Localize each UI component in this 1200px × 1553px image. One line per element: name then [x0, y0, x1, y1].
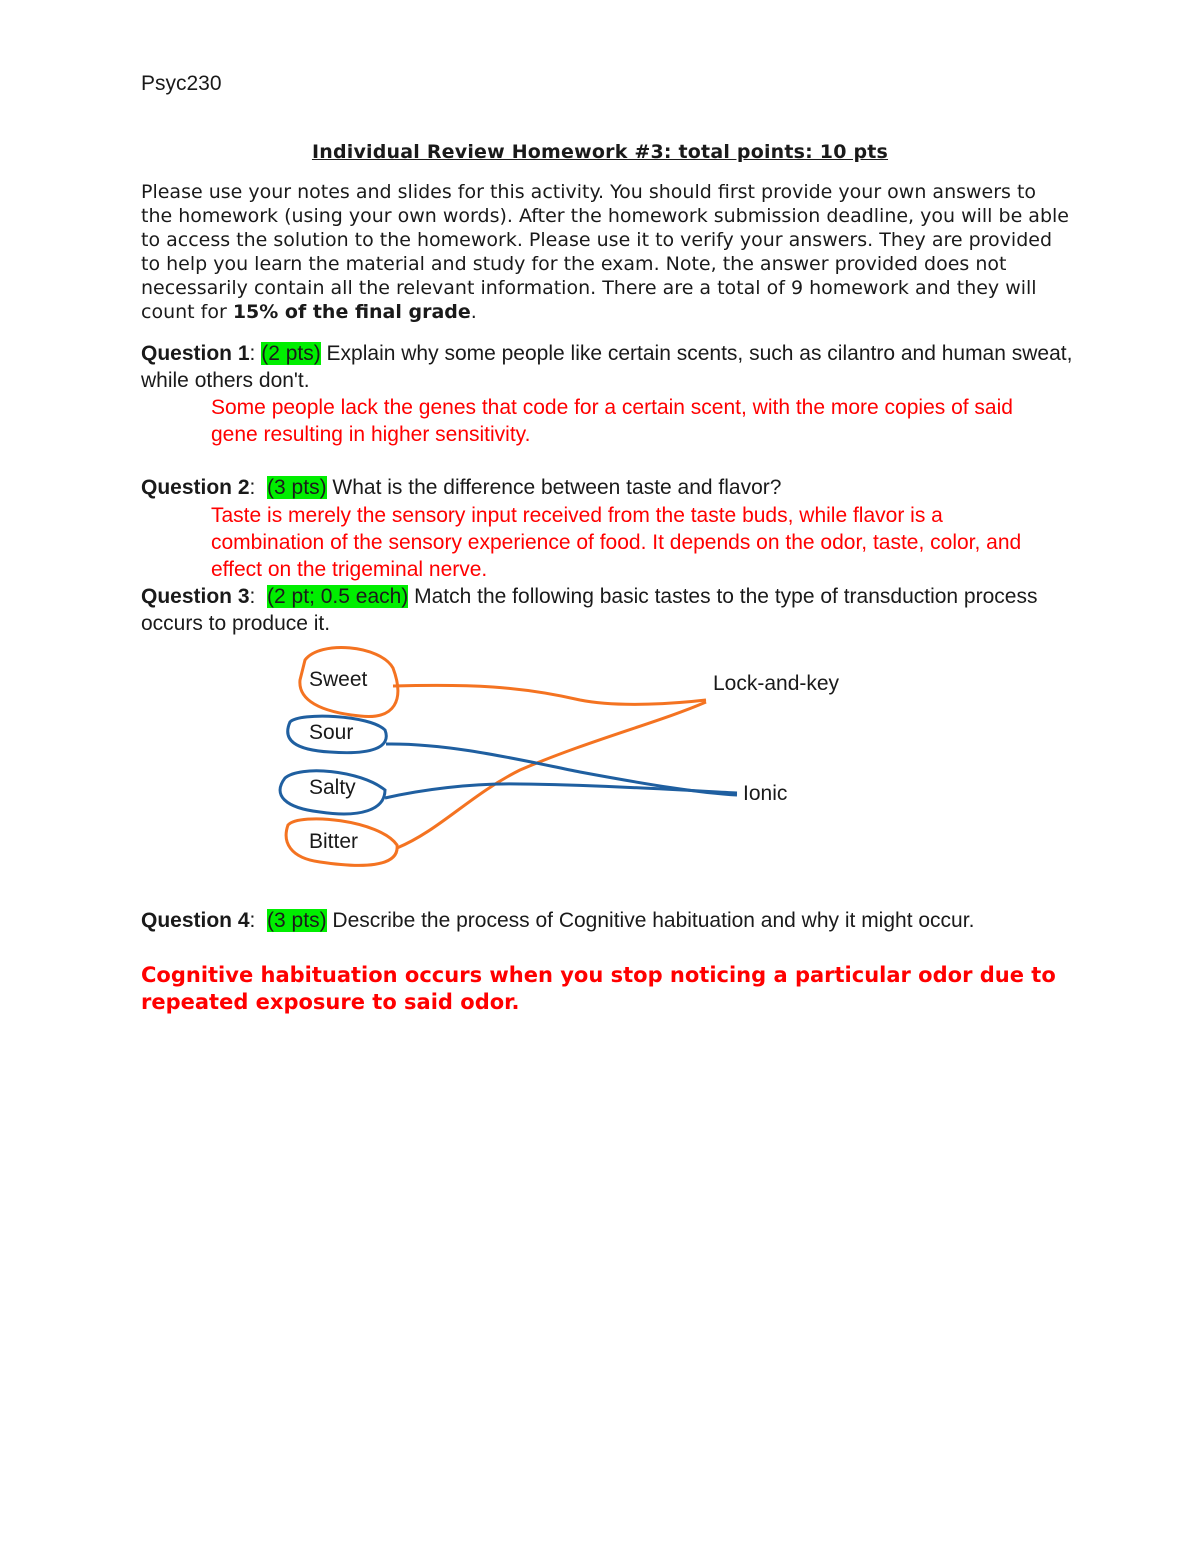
- process-ionic: Ionic: [743, 782, 788, 805]
- instructions-text: Please use your notes and slides for this activity. You should first provide your own answers to the homework (using your own words). After the homework submission deadline, you will be able to access the solution to the homework. Please use it to verify your answers. They are provided to help you learn the material and study for the exam. Note, the answer provided does not necessarily contain all the relevant information. There are a total of 9 homework and they will count for: [141, 181, 1069, 323]
- instructions-end: .: [470, 301, 477, 323]
- question-text: Match the following basic tastes to the type of transduction process occurs to produce it.: [141, 585, 1038, 635]
- points-badge: (3 pts): [267, 909, 327, 932]
- taste-sour: Sour: [309, 721, 354, 744]
- question-separator: :: [249, 909, 268, 932]
- question-separator: :: [249, 476, 268, 499]
- points-badge: (3 pts): [267, 476, 327, 499]
- points-badge: (2 pts): [261, 342, 321, 365]
- question-label: Question 2: [141, 476, 250, 499]
- points-badge: (2 pt; 0.5 each): [267, 585, 409, 608]
- question-separator: :: [249, 342, 262, 365]
- sweet-to-lock-line: [393, 685, 706, 704]
- taste-salty: Salty: [309, 776, 356, 799]
- question-label: Question 4: [141, 909, 250, 932]
- page-title: Individual Review Homework #3: total points: 10 pts: [311, 141, 889, 163]
- question-label: Question 3: [141, 585, 250, 608]
- salty-to-ionic-line: [385, 784, 737, 798]
- taste-bitter: Bitter: [309, 830, 359, 853]
- question-label: Question 1: [141, 342, 250, 365]
- question-text: Describe the process of Cognitive habituation and why it might occur.: [326, 909, 975, 932]
- taste-sweet: Sweet: [309, 668, 368, 691]
- question-separator: :: [249, 585, 268, 608]
- answer-1: Some people lack the genes that code for a certain scent, with the more copies of said gene resulting in higher sensitivity.: [211, 396, 1013, 446]
- course-code: Psyc230: [141, 72, 222, 95]
- process-lock-and-key: Lock-and-key: [713, 672, 840, 695]
- question-4: [141, 907, 1041, 934]
- bitter-to-lock-line: [397, 702, 706, 848]
- grade-weight: 15% of the final grade: [232, 301, 471, 323]
- answer-2: Taste is merely the sensory input received from the taste buds, while flavor is a combination of the sensory experience of food. It depends on the odor, taste, color, and effect on the trigeminal nerve.: [211, 504, 1022, 581]
- question-text: Explain why some people like certain scents, such as cilantro and human sweat, while others don't.: [141, 342, 1073, 392]
- question-text: What is the difference between taste and flavor?: [326, 476, 782, 499]
- answer-4: Cognitive habituation occurs when you stop noticing a particular odor due to repeated exposure to said odor.: [141, 963, 1056, 1014]
